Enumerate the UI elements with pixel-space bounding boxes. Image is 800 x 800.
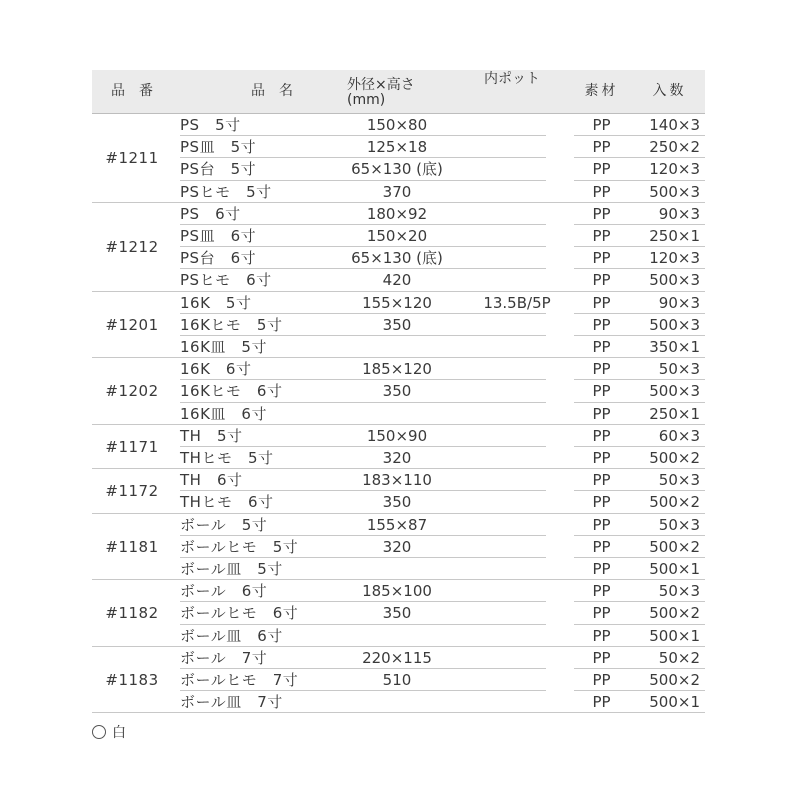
product-material: PP [592,693,611,712]
product-quantity: 500×3 [649,382,700,401]
product-code: #1211 [105,149,159,167]
product-name: 16K皿 6寸 [180,404,267,423]
product-code: #1181 [105,537,159,556]
product-dimensions [322,625,472,647]
product-quantity: 120×3 [649,160,700,179]
product-material: PP [592,626,611,645]
product-name: PS 5寸 [180,116,241,134]
product-quantity: 500×3 [649,271,700,290]
product-material: PP [592,382,611,401]
table-row [92,225,705,247]
product-dimensions: 183×110 [362,471,432,490]
product-name: ボールヒモ 6寸 [180,604,299,623]
product-name: PS台 5寸 [180,160,257,179]
row-divider [92,712,705,713]
product-dimensions: 65×130 (底) [351,160,443,179]
product-name: 16Kヒモ 5寸 [180,315,283,334]
header-dim-line2: (mm) [347,91,386,108]
product-quantity: 500×3 [649,315,700,334]
product-name: PS 6寸 [180,204,241,223]
table-row [92,336,705,358]
product-material: PP [592,582,611,601]
header-material: 素材 [584,83,619,99]
table-row [92,647,705,669]
product-material: PP [592,249,611,268]
product-quantity: 500×2 [649,493,700,512]
table-row [92,136,705,158]
product-material: PP [592,271,611,290]
product-dimensions [322,336,472,358]
product-dimensions: 220×115 [362,648,432,667]
product-dimensions: 370 [382,182,412,201]
product-quantity: 500×3 [649,182,700,201]
table-row [92,247,705,269]
product-dimensions: 65×130 (底) [351,249,443,268]
table-row [92,380,705,402]
product-dimensions: 510 [382,671,412,689]
product-name: ボール 6寸 [180,582,268,601]
table-row [92,469,705,491]
table-row [92,403,705,425]
product-quantity: 50×3 [658,582,700,601]
product-material: PP [592,671,611,689]
table-row [92,181,705,203]
product-quantity: 500×2 [649,537,700,556]
product-dimensions: 180×92 [366,204,428,223]
product-name: 16Kヒモ 6寸 [180,382,283,401]
product-dimensions: 150×20 [366,227,428,245]
product-dimensions [322,691,472,713]
header-name: 品 名 [251,83,293,99]
table-row [92,358,705,380]
table-body [92,114,705,713]
product-name: ボール 5寸 [180,515,268,534]
table-row [92,602,705,624]
product-quantity: 250×1 [649,404,700,423]
product-material: PP [592,227,611,245]
product-material: PP [592,360,611,379]
product-material: PP [592,204,611,223]
product-quantity: 350×1 [649,338,700,356]
product-dimensions: 155×87 [366,515,428,534]
product-material: PP [592,293,611,312]
product-name: ボール皿 6寸 [180,626,283,645]
product-material: PP [592,604,611,623]
product-dimensions: 320 [382,449,412,467]
table-row [92,580,705,602]
product-name: THヒモ 6寸 [180,493,274,512]
table-row [92,625,705,647]
product-dimensions: 185×120 [362,360,432,379]
table-row [92,514,705,536]
table-row [92,536,705,558]
table-row [92,558,705,580]
product-quantity: 500×2 [649,671,700,689]
table-row [92,425,705,447]
header-dimensions [347,70,467,113]
product-dimensions: 150×80 [366,116,428,134]
product-quantity: 50×3 [658,471,700,490]
product-dimensions: 420 [382,271,412,290]
table-row [92,491,705,513]
product-name: 16K皿 5寸 [180,338,267,356]
product-dimensions: 155×120 [362,293,432,312]
table-header [92,70,705,114]
product-quantity: 250×2 [649,138,700,157]
product-code: #1201 [105,315,159,334]
product-name: ボールヒモ 7寸 [180,671,299,689]
product-material: PP [592,116,611,134]
product-material: PP [592,449,611,467]
table-row [92,447,705,469]
product-name: ボールヒモ 5寸 [180,537,299,556]
header-code: 品 番 [111,83,153,99]
product-quantity: 50×3 [658,515,700,534]
product-material: PP [592,560,611,578]
product-material: PP [592,515,611,534]
table-row [92,269,705,291]
product-quantity: 50×3 [658,360,700,379]
product-material: PP [592,182,611,201]
product-name: PS台 6寸 [180,249,257,268]
product-material: PP [592,315,611,334]
product-material: PP [592,471,611,490]
table-row [92,691,705,713]
product-quantity: 120×3 [649,249,700,268]
product-name: TH 6寸 [180,471,243,490]
product-quantity: 60×3 [658,426,700,445]
product-code: #1172 [105,482,159,501]
product-quantity: 500×1 [649,560,700,578]
product-quantity: 500×1 [649,626,700,645]
product-code: #1171 [105,437,159,456]
product-name: TH 5寸 [180,426,243,445]
product-dimensions: 350 [382,493,412,512]
legend-label: 白 [112,725,126,741]
product-material: PP [592,537,611,556]
product-material: PP [592,160,611,179]
product-dimensions: 350 [382,604,412,623]
product-quantity: 90×3 [658,293,700,312]
product-spec-table [92,70,705,713]
table-row [92,114,705,136]
product-name: PSヒモ 6寸 [180,271,272,290]
table-row [92,292,705,314]
product-material: PP [592,138,611,157]
product-code: #1182 [105,604,159,623]
white-circle-icon [92,725,106,739]
product-name: PS皿 6寸 [180,227,257,245]
product-name: 16K 5寸 [180,293,252,312]
table-row [92,314,705,336]
header-quantity: 入数 [652,83,687,99]
product-material: PP [592,648,611,667]
product-code: #1212 [105,237,159,256]
product-name: ボール皿 7寸 [180,693,283,712]
product-name: 16K 6寸 [180,360,252,379]
product-material: PP [592,404,611,423]
table-row [92,203,705,225]
inner-pot-value: 13.5B/5P [483,293,551,312]
product-material: PP [592,426,611,445]
table-row [92,669,705,691]
product-dimensions: 350 [382,315,412,334]
product-dimensions: 125×18 [366,138,428,157]
product-name: ボール 7寸 [180,648,268,667]
product-quantity: 250×1 [649,227,700,245]
product-quantity: 90×3 [658,204,700,223]
product-material: PP [592,338,611,356]
color-legend [92,722,126,742]
product-quantity: 50×2 [658,648,700,667]
product-quantity: 500×2 [649,604,700,623]
product-name: PS皿 5寸 [180,138,257,157]
product-name: THヒモ 5寸 [180,449,274,467]
product-material: PP [592,493,611,512]
product-dimensions [322,558,472,580]
product-dimensions: 150×90 [366,426,428,445]
product-dimensions: 320 [382,537,412,556]
product-dimensions [322,403,472,425]
header-inner-pot: 内ポット [484,71,540,87]
product-quantity: 140×3 [649,116,700,134]
table-row [92,158,705,180]
product-quantity: 500×1 [649,693,700,712]
header-dim-line1: 外径×高さ [347,76,415,93]
product-name: ボール皿 5寸 [180,560,283,578]
product-name: PSヒモ 5寸 [180,182,272,201]
product-code: #1202 [105,382,159,401]
product-quantity: 500×2 [649,449,700,467]
product-dimensions: 350 [382,382,412,401]
product-code: #1183 [105,670,159,689]
product-dimensions: 185×100 [362,582,432,601]
